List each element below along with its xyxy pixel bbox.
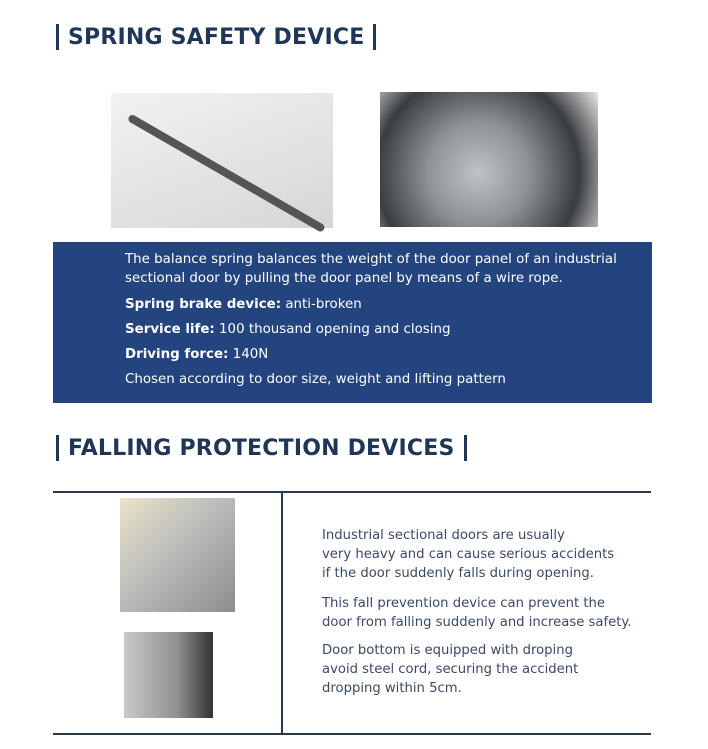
heading-text: FALLING PROTECTION DEVICES <box>68 435 455 461</box>
spring-info-panel <box>53 242 652 403</box>
section-heading-spring <box>56 24 376 50</box>
heading-text: SPRING SAFETY DEVICE <box>68 24 365 50</box>
spec-label: Service life: <box>125 322 215 337</box>
spring-drum-image <box>380 92 598 227</box>
paragraph: Door bottom is equipped with droping avoid steel cord, securing the accident dropping within 5cm. <box>322 643 579 697</box>
spec-row <box>125 297 362 312</box>
intro-line: The balance spring balances the weight of the door panel of an industrial <box>125 252 617 267</box>
paragraph: Industrial sectional doors are usually very heavy and can cause serious accidents if the door suddenly falls during opening. <box>322 528 615 582</box>
section-heading-falling <box>56 435 467 461</box>
spring-shaft-image <box>111 93 333 228</box>
fall-device-installed-image <box>124 632 213 718</box>
intro-line: sectional door by pulling the door panel by means of a wire rope. <box>125 271 563 286</box>
fall-device-bracket-image <box>120 498 235 612</box>
heading-bar <box>464 435 467 461</box>
spec-value: 140N <box>228 347 269 362</box>
paragraph: This fall prevention device can prevent the door from falling suddenly and increase safety. <box>322 596 632 631</box>
divider <box>281 493 283 733</box>
spec-value: anti-broken <box>281 297 362 312</box>
spec-row <box>125 347 268 362</box>
heading-bar <box>373 24 376 50</box>
heading-bar <box>56 435 59 461</box>
spec-value: 100 thousand opening and closing <box>214 322 451 337</box>
heading-bar <box>56 24 59 50</box>
note: Chosen according to door size, weight and lifting pattern <box>125 372 506 387</box>
spec-row <box>125 322 450 337</box>
spec-label: Spring brake device: <box>125 297 282 312</box>
spec-label: Driving force: <box>125 347 229 362</box>
